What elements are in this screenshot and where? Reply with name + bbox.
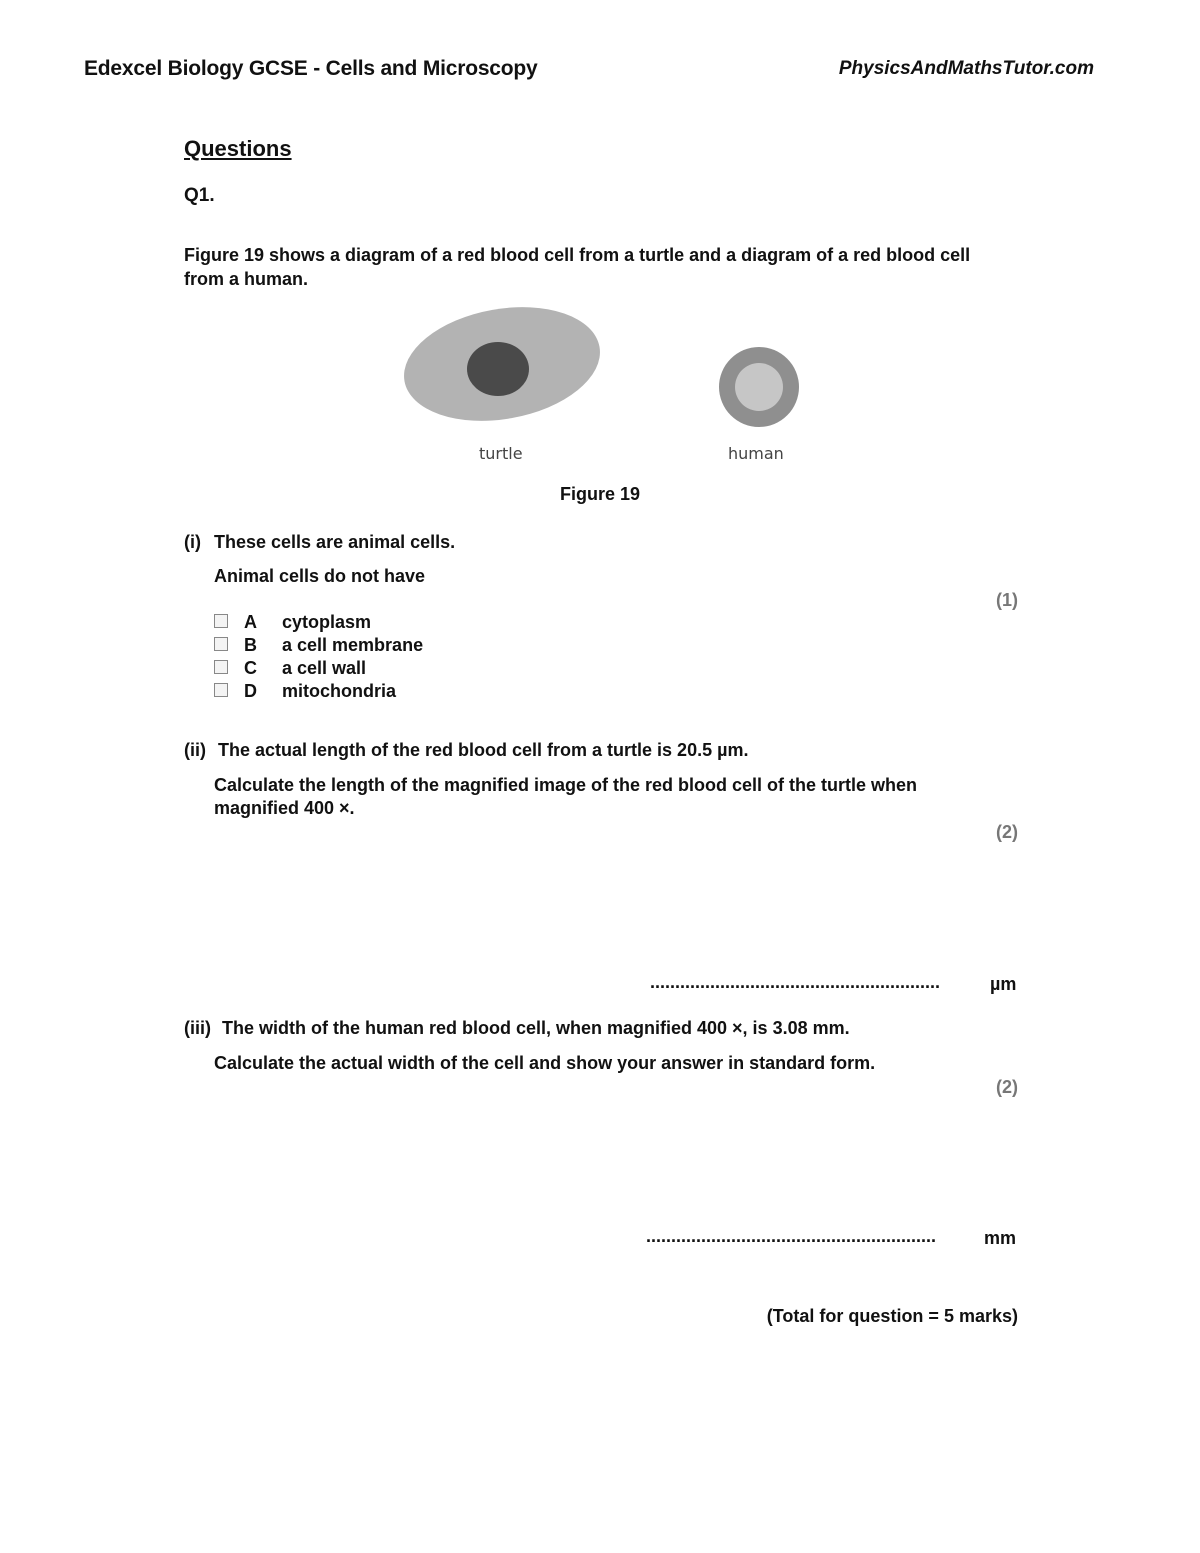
part-i-label: (i) (184, 532, 201, 552)
option-b-text: a cell membrane (282, 635, 424, 655)
option-c-checkbox[interactable] (214, 660, 228, 674)
part-ii-prompt-line-1: Calculate the length of the magnified image of the red blood cell of the turtle when (214, 775, 918, 795)
part-ii-answer-unit: µm (990, 974, 1017, 994)
option-d[interactable] (214, 681, 396, 704)
part-ii-prompt-line-2: magnified 400 ×. (214, 798, 355, 818)
human-cell-center (735, 363, 783, 411)
option-b-checkbox[interactable] (214, 637, 228, 651)
part-iii-marks: (2) (996, 1077, 1018, 1097)
turtle-cell-nucleus (467, 342, 529, 396)
part-ii-answer-line[interactable]: .......................................................... (650, 972, 941, 992)
option-a-text: cytoplasm (282, 612, 372, 632)
human-red-blood-cell (719, 347, 799, 427)
turtle-label: turtle (479, 444, 523, 463)
figure-19 (400, 306, 820, 476)
question-intro (184, 243, 1024, 291)
document-header-site: PhysicsAndMathsTutor.com (838, 58, 1094, 79)
option-c-letter: C (244, 658, 257, 678)
question-number: Q1. (184, 185, 215, 206)
option-a-letter: A (244, 612, 257, 632)
option-c[interactable] (214, 658, 366, 681)
part-iii-answer-unit: mm (984, 1228, 1017, 1248)
option-b-letter: B (244, 635, 257, 655)
part-iii-prompt: Calculate the actual width of the cell and show your answer in standard form. (214, 1053, 876, 1073)
part-ii-label: (ii) (184, 740, 206, 760)
option-b[interactable] (214, 635, 423, 658)
figure-caption: Figure 19 (559, 484, 641, 504)
option-d-letter: D (244, 681, 257, 701)
option-d-checkbox[interactable] (214, 683, 228, 697)
question-intro-line-2: from a human. (184, 269, 309, 289)
part-iii-answer-line[interactable]: .......................................................... (646, 1226, 937, 1246)
part-ii-text: The actual length of the red blood cell from a turtle is 20.5 µm. (218, 740, 749, 760)
document-header-title: Edexcel Biology GCSE - Cells and Microscopy (84, 57, 538, 80)
turtle-red-blood-cell (400, 306, 609, 435)
part-ii-marks: (2) (996, 822, 1018, 842)
part-iii-text: The width of the human red blood cell, when magnified 400 ×, is 3.08 mm. (222, 1018, 850, 1038)
option-c-text: a cell wall (282, 658, 367, 678)
section-title: Questions (184, 136, 292, 161)
option-a-checkbox[interactable] (214, 614, 228, 628)
option-a[interactable] (214, 612, 371, 635)
part-i-marks: (1) (996, 590, 1018, 610)
part-iii-label: (iii) (184, 1018, 211, 1038)
part-i-text: These cells are animal cells. (214, 532, 456, 552)
human-label: human (728, 444, 784, 463)
part-i-prompt: Animal cells do not have (214, 566, 426, 586)
question-total-marks: (Total for question = 5 marks) (766, 1306, 1018, 1326)
option-d-text: mitochondria (282, 681, 397, 701)
question-intro-line-1: Figure 19 shows a diagram of a red blood cell from a turtle and a diagram of a red blood cell (184, 245, 971, 265)
